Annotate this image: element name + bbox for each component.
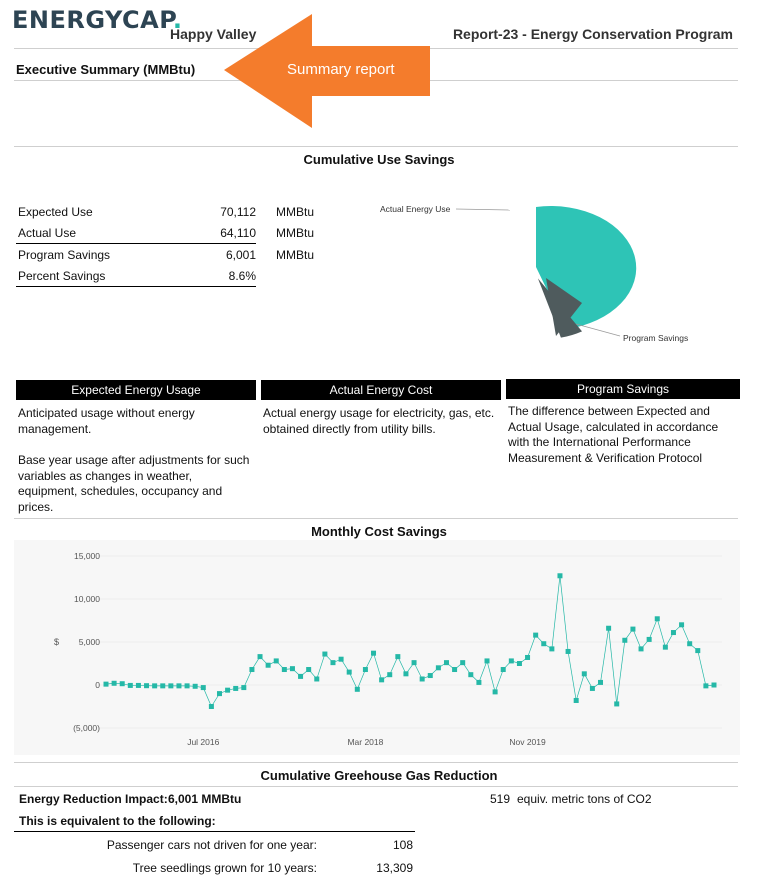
data-point bbox=[233, 686, 238, 691]
chart-background bbox=[14, 540, 740, 755]
co2-value: 519 bbox=[490, 792, 511, 806]
cumulative-pie-chart bbox=[370, 196, 710, 356]
impact-value: 6,001 MMBtu bbox=[168, 792, 242, 806]
definition-heading-expected: Expected Energy Usage bbox=[16, 380, 256, 400]
data-point bbox=[225, 688, 230, 693]
table-bottom-line bbox=[16, 286, 256, 287]
row-label: Actual Use bbox=[18, 226, 77, 240]
data-point bbox=[330, 660, 335, 665]
data-point bbox=[355, 687, 360, 692]
data-point bbox=[476, 680, 481, 685]
data-point bbox=[557, 573, 562, 578]
sum-line bbox=[16, 243, 256, 244]
data-point bbox=[266, 663, 271, 668]
data-point bbox=[379, 677, 384, 682]
x-tick-label: Jul 2016 bbox=[187, 737, 220, 747]
data-point bbox=[249, 667, 254, 672]
y-tick-label: 0 bbox=[95, 680, 100, 690]
data-point bbox=[655, 616, 660, 621]
data-point bbox=[525, 655, 530, 660]
equiv-heading: This is equivalent to the following: bbox=[19, 814, 216, 828]
definition-text-expected bbox=[18, 406, 254, 515]
data-point bbox=[598, 680, 603, 685]
section-divider bbox=[14, 146, 738, 147]
y-tick-label: 5,000 bbox=[78, 637, 100, 647]
data-point bbox=[428, 673, 433, 678]
y-tick-label: 15,000 bbox=[74, 551, 100, 561]
data-point bbox=[120, 681, 125, 686]
data-point bbox=[306, 667, 311, 672]
data-point bbox=[468, 672, 473, 677]
data-point bbox=[452, 667, 457, 672]
data-point bbox=[201, 685, 206, 690]
equiv-value: 108 bbox=[392, 838, 413, 852]
row-label: Percent Savings bbox=[18, 269, 106, 283]
row-value: 8.6% bbox=[228, 269, 256, 283]
energycap-logo: ENERGYCAP. bbox=[12, 6, 183, 34]
data-point bbox=[420, 676, 425, 681]
data-point bbox=[541, 641, 546, 646]
data-point bbox=[517, 661, 522, 666]
data-point bbox=[193, 684, 198, 689]
y-tick-label: 10,000 bbox=[74, 594, 100, 604]
data-point bbox=[412, 660, 417, 665]
data-point bbox=[671, 630, 676, 635]
data-point bbox=[606, 626, 611, 631]
row-label: Expected Use bbox=[18, 205, 93, 219]
callout-label: Summary report bbox=[287, 61, 395, 78]
row-value: 6,001 bbox=[225, 248, 256, 262]
data-point bbox=[209, 704, 214, 709]
data-point bbox=[509, 658, 514, 663]
data-point bbox=[274, 658, 279, 663]
data-point bbox=[241, 685, 246, 690]
unit-label: MMBtu bbox=[276, 248, 315, 262]
definition-heading-savings: Program Savings bbox=[506, 379, 740, 399]
data-point bbox=[112, 681, 117, 686]
data-point bbox=[144, 683, 149, 688]
equiv-line bbox=[14, 831, 415, 832]
data-point bbox=[622, 638, 627, 643]
data-point bbox=[152, 683, 157, 688]
row-value: 64,110 bbox=[220, 226, 256, 240]
data-point bbox=[176, 683, 181, 688]
data-point bbox=[347, 670, 352, 675]
data-point bbox=[639, 646, 644, 651]
data-point bbox=[322, 652, 327, 657]
data-point bbox=[290, 666, 295, 671]
data-point bbox=[501, 667, 506, 672]
data-point bbox=[582, 671, 587, 676]
definition-text-actual: Actual energy usage for electricity, gas, etc. obtained directly from utility bills. bbox=[263, 406, 495, 436]
data-point bbox=[566, 649, 571, 654]
equiv-label: Tree seedlings grown for 10 years: bbox=[132, 861, 317, 875]
ghg-title: Cumulative Greehouse Gas Reduction bbox=[260, 768, 498, 783]
data-point bbox=[282, 667, 287, 672]
unit-label: MMBtu bbox=[276, 205, 315, 219]
data-point bbox=[493, 689, 498, 694]
data-point bbox=[104, 682, 109, 687]
definition-text: Anticipated usage without energy management. bbox=[18, 406, 195, 436]
data-point bbox=[687, 641, 692, 646]
data-point bbox=[185, 683, 190, 688]
impact-label: Energy Reduction Impact: bbox=[19, 792, 168, 806]
data-point bbox=[387, 672, 392, 677]
definition-text-savings: The difference between Expected and Actual Usage, calculated in accordance with the International Performance Measurement & Verification Protocol bbox=[508, 404, 719, 465]
row-label: Program Savings bbox=[18, 248, 111, 262]
y-tick-label: (5,000) bbox=[73, 723, 100, 733]
data-point bbox=[533, 633, 538, 638]
data-point bbox=[647, 637, 652, 642]
data-point bbox=[217, 691, 222, 696]
co2-label: equiv. metric tons of CO2 bbox=[517, 792, 652, 806]
monthly-cost-chart bbox=[14, 540, 740, 755]
organization-name: Happy Valley bbox=[170, 26, 257, 42]
section-divider bbox=[14, 518, 738, 519]
data-point bbox=[258, 654, 263, 659]
data-point bbox=[128, 683, 133, 688]
report-title: Report-23 - Energy Conservation Program bbox=[452, 26, 733, 42]
data-point bbox=[395, 654, 400, 659]
data-point bbox=[314, 676, 319, 681]
data-point bbox=[695, 648, 700, 653]
x-tick-label: Nov 2019 bbox=[509, 737, 546, 747]
data-point bbox=[712, 683, 717, 688]
cumulative-use-table bbox=[0, 205, 256, 295]
definition-text: Base year usage after adjustments for such variables as changes in weather, equipment, schedules, occupancy and prices. bbox=[18, 453, 250, 514]
data-point bbox=[298, 674, 303, 679]
equiv-label: Passenger cars not driven for one year: bbox=[106, 838, 317, 852]
data-point bbox=[614, 701, 619, 706]
data-point bbox=[403, 671, 408, 676]
data-point bbox=[444, 660, 449, 665]
data-point bbox=[630, 627, 635, 632]
row-value: 70,112 bbox=[220, 205, 256, 219]
definition-heading-actual: Actual Energy Cost bbox=[261, 380, 501, 400]
data-point bbox=[679, 622, 684, 627]
data-point bbox=[485, 658, 490, 663]
section-divider bbox=[14, 786, 738, 787]
executive-summary-title: Executive Summary (MMBtu) bbox=[16, 62, 196, 77]
data-point bbox=[136, 683, 141, 688]
data-point bbox=[371, 651, 376, 656]
pie-label-actual: Actual Energy Use bbox=[380, 204, 451, 214]
section-divider bbox=[14, 762, 738, 763]
monthly-cost-title: Monthly Cost Savings bbox=[311, 524, 447, 539]
data-point bbox=[436, 665, 441, 670]
data-point bbox=[574, 698, 579, 703]
data-point bbox=[339, 657, 344, 662]
pie-label-savings: Program Savings bbox=[623, 333, 689, 343]
y-axis-label: $ bbox=[54, 637, 60, 647]
x-tick-label: Mar 2018 bbox=[347, 737, 384, 747]
equiv-value: 13,309 bbox=[376, 861, 413, 875]
data-point bbox=[363, 667, 368, 672]
data-point bbox=[160, 683, 165, 688]
data-point bbox=[549, 646, 554, 651]
data-point bbox=[168, 683, 173, 688]
data-point bbox=[663, 645, 668, 650]
data-point bbox=[703, 683, 708, 688]
cumulative-use-title: Cumulative Use Savings bbox=[303, 152, 455, 167]
unit-label: MMBtu bbox=[276, 226, 315, 240]
data-point bbox=[590, 686, 595, 691]
data-point bbox=[460, 660, 465, 665]
